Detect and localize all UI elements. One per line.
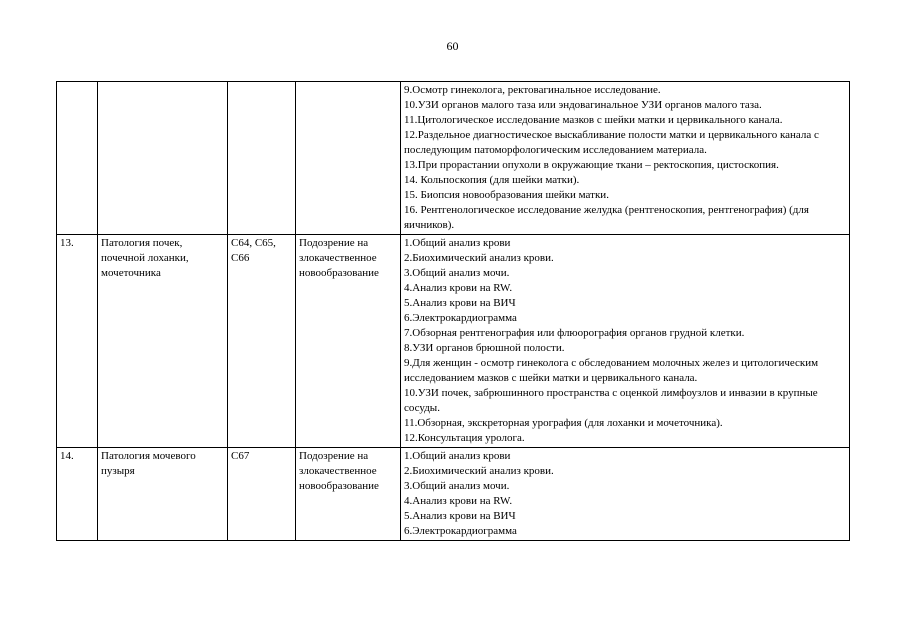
pathology-name-cell <box>98 448 228 541</box>
pathology-name-cell-line: Патология почек, <box>101 237 183 249</box>
examinations-cell-line: 4.Анализ крови на RW. <box>404 495 513 507</box>
condition-cell-line: Подозрение на <box>299 450 369 462</box>
table-row <box>57 235 850 448</box>
examinations-cell-line: 6.Электрокардиограмма <box>404 525 517 537</box>
row-number-cell: 13. <box>57 235 98 448</box>
examinations-cell-line: 1.Общий анализ крови <box>404 237 511 249</box>
examinations-cell-line: 9.Осмотр гинеколога, ректовагинальное исследование. <box>404 84 661 96</box>
examinations-cell-line: 8.УЗИ органов брюшной полости. <box>404 342 565 354</box>
condition-cell-line: злокачественное <box>299 252 377 264</box>
icd-codes-cell-line: С64, С65, <box>231 237 276 249</box>
row-number-cell: 14. <box>57 448 98 541</box>
examinations-cell-line: 2.Биохимический анализ крови. <box>404 252 554 264</box>
condition-cell-line: Подозрение на <box>299 237 369 249</box>
examinations-cell-line: 14. Кольпоскопия (для шейки матки). <box>404 174 580 186</box>
condition-cell <box>296 448 401 541</box>
examinations-cell <box>401 235 850 448</box>
condition-cell <box>296 82 401 235</box>
examinations-cell-line: 11.Цитологическое исследование мазков с шейки матки и цервикального канала. <box>404 114 783 126</box>
examinations-cell-line: 3.Общий анализ мочи. <box>404 480 510 492</box>
examinations-cell-line: 12.Раздельное диагностическое выскабливание полости матки и цервикального канала с последующим патоморфологическим исследованием материала. <box>404 129 819 156</box>
examinations-cell-line: 10.УЗИ почек, забрюшинного пространства с оценкой лимфоузлов и инвазии в крупные сосуды. <box>404 387 818 414</box>
icd-codes-cell <box>228 82 296 235</box>
pathology-name-cell-line: почечной лоханки, <box>101 252 189 264</box>
examinations-cell-line: 13.При прорастании опухоли в окружающие ткани – ректоскопия, цистоскопия. <box>404 159 779 171</box>
diagnostics-table <box>56 81 850 541</box>
pathology-name-cell-line: Патология мочевого <box>101 450 196 462</box>
table-row <box>57 448 850 541</box>
page-number: 60 <box>446 39 459 53</box>
examinations-cell <box>401 448 850 541</box>
icd-codes-cell <box>228 448 296 541</box>
examinations-cell-line: 4.Анализ крови на RW. <box>404 282 513 294</box>
examinations-cell-line: 10.УЗИ органов малого таза или эндовагинальное УЗИ органов малого таза. <box>404 99 762 111</box>
examinations-cell-line: 16. Рентгенологическое исследование желудка (рентгеноскопия, рентгенография) (для яичников). <box>404 204 809 231</box>
pathology-name-cell-line: пузыря <box>101 465 135 477</box>
examinations-cell-line: 5.Анализ крови на ВИЧ <box>404 297 516 309</box>
icd-codes-cell-line: С66 <box>231 252 250 264</box>
examinations-cell-line: 6.Электрокардиограмма <box>404 312 517 324</box>
icd-codes-cell-line: С67 <box>231 450 250 462</box>
pathology-name-cell-line: мочеточника <box>101 267 161 279</box>
condition-cell-line: злокачественное <box>299 465 377 477</box>
condition-cell-line: новообразование <box>299 480 379 492</box>
examinations-cell-line: 5.Анализ крови на ВИЧ <box>404 510 516 522</box>
examinations-cell-line: 3.Общий анализ мочи. <box>404 267 510 279</box>
examinations-cell-line: 12.Консультация уролога. <box>404 432 525 444</box>
condition-cell-line: новообразование <box>299 267 379 279</box>
table-body <box>57 82 850 541</box>
examinations-cell-line: 1.Общий анализ крови <box>404 450 511 462</box>
examinations-cell-line: 11.Обзорная, экскреторная урография (для лоханки и мочеточника). <box>404 417 723 429</box>
examinations-cell <box>401 82 850 235</box>
condition-cell <box>296 235 401 448</box>
pathology-name-cell <box>98 235 228 448</box>
row-number-cell <box>57 82 98 235</box>
examinations-cell-line: 7.Обзорная рентгенография или флюорография органов грудной клетки. <box>404 327 745 339</box>
pathology-name-cell <box>98 82 228 235</box>
table-row <box>57 82 850 235</box>
examinations-cell-line: 2.Биохимический анализ крови. <box>404 465 554 477</box>
icd-codes-cell <box>228 235 296 448</box>
examinations-cell-line: 9.Для женщин - осмотр гинеколога с обследованием молочных желез и цитологическим исследованием мазков с шейки матки и цервикального канала. <box>404 357 819 384</box>
examinations-cell-line: 15. Биопсия новообразования шейки матки. <box>404 189 609 201</box>
